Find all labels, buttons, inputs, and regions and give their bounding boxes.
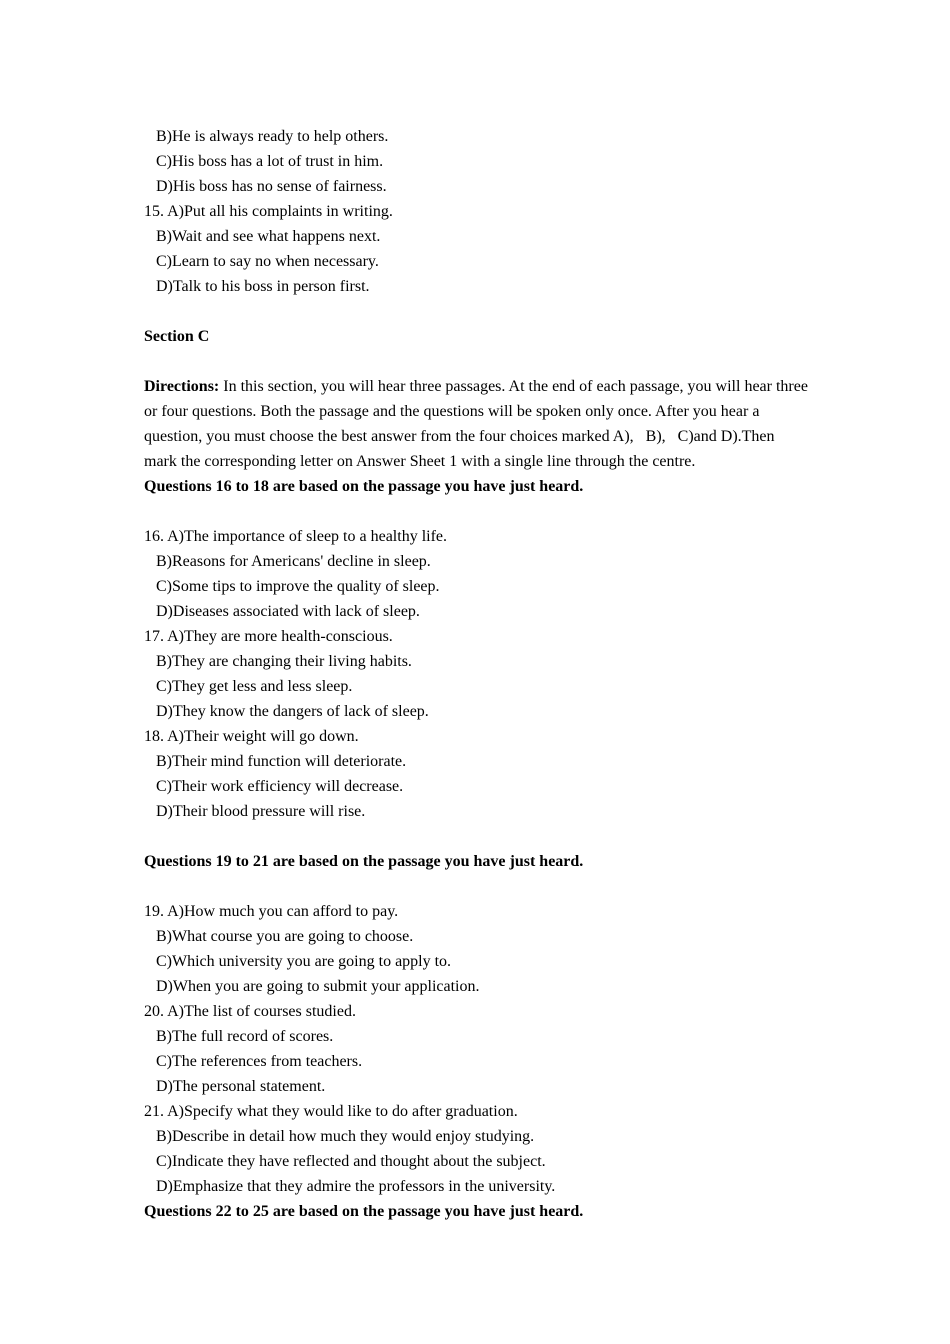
q15-option-c: C)Learn to say no when necessary. (156, 253, 379, 270)
section-title: Section C (144, 328, 210, 345)
q17-option-a: 17. A)They are more health-conscious. (144, 628, 393, 645)
q14-option-d: D)His boss has no sense of fairness. (156, 178, 387, 195)
group2-heading: Questions 19 to 21 are based on the passage you have just heard. (144, 853, 584, 870)
q14-option-c: C)His boss has a lot of trust in him. (156, 153, 384, 170)
q20-option-d: D)The personal statement. (156, 1078, 326, 1095)
q21-option-b: B)Describe in detail how much they would enjoy studying. (156, 1128, 535, 1145)
q15-option-d: D)Talk to his boss in person first. (156, 278, 370, 295)
q19-option-d: D)When you are going to submit your application. (156, 978, 480, 995)
q16-option-a: 16. A)The importance of sleep to a healthy life. (144, 528, 448, 545)
q14-option-b: B)He is always ready to help others. (156, 128, 389, 145)
q17-option-b: B)They are changing their living habits. (156, 653, 412, 670)
document-page (144, 124, 808, 1224)
q18-option-b: B)Their mind function will deteriorate. (156, 753, 407, 770)
group1-heading: Questions 16 to 18 are based on the passage you have just heard. (144, 478, 584, 495)
q16-option-c: C)Some tips to improve the quality of sleep. (156, 578, 440, 595)
q20-option-b: B)The full record of scores. (156, 1028, 334, 1045)
q18-option-d: D)Their blood pressure will rise. (156, 803, 366, 820)
q15-option-b: B)Wait and see what happens next. (156, 228, 381, 245)
q21-option-a: 21. A)Specify what they would like to do after graduation. (144, 1103, 518, 1120)
q17-option-c: C)They get less and less sleep. (156, 678, 353, 695)
spacer (144, 824, 808, 849)
q19-option-c: C)Which university you are going to apply to. (156, 953, 452, 970)
q16-option-d: D)Diseases associated with lack of sleep. (156, 603, 420, 620)
q19-option-b: B)What course you are going to choose. (156, 928, 414, 945)
q17-option-d: D)They know the dangers of lack of sleep. (156, 703, 429, 720)
q15-option-a: 15. A)Put all his complaints in writing. (144, 203, 393, 220)
spacer (144, 499, 808, 524)
directions-text: In this section, you will hear three passages. At the end of each passage, you will hear three or four questions. Both the passage and the questions will be spoken only once. After you hear a question, you must choose the best answer from the four choices marked A), B), C)and D).Then mark the corresponding letter on Answer Sheet 1 with a single line through the centre. (144, 378, 808, 470)
group3-heading: Questions 22 to 25 are based on the passage you have just heard. (144, 1203, 584, 1220)
q20-option-a: 20. A)The list of courses studied. (144, 1003, 356, 1020)
q21-option-d: D)Emphasize that they admire the professors in the university. (156, 1178, 556, 1195)
q21-option-c: C)Indicate they have reflected and thought about the subject. (156, 1153, 546, 1170)
directions-paragraph (144, 374, 808, 474)
spacer (144, 874, 808, 899)
spacer (144, 299, 808, 324)
q16-option-b: B)Reasons for Americans' decline in sleep. (156, 553, 431, 570)
directions-label: Directions: (144, 378, 220, 395)
spacer (144, 349, 808, 374)
q20-option-c: C)The references from teachers. (156, 1053, 363, 1070)
q18-option-c: C)Their work efficiency will decrease. (156, 778, 404, 795)
q19-option-a: 19. A)How much you can afford to pay. (144, 903, 399, 920)
q18-option-a: 18. A)Their weight will go down. (144, 728, 359, 745)
